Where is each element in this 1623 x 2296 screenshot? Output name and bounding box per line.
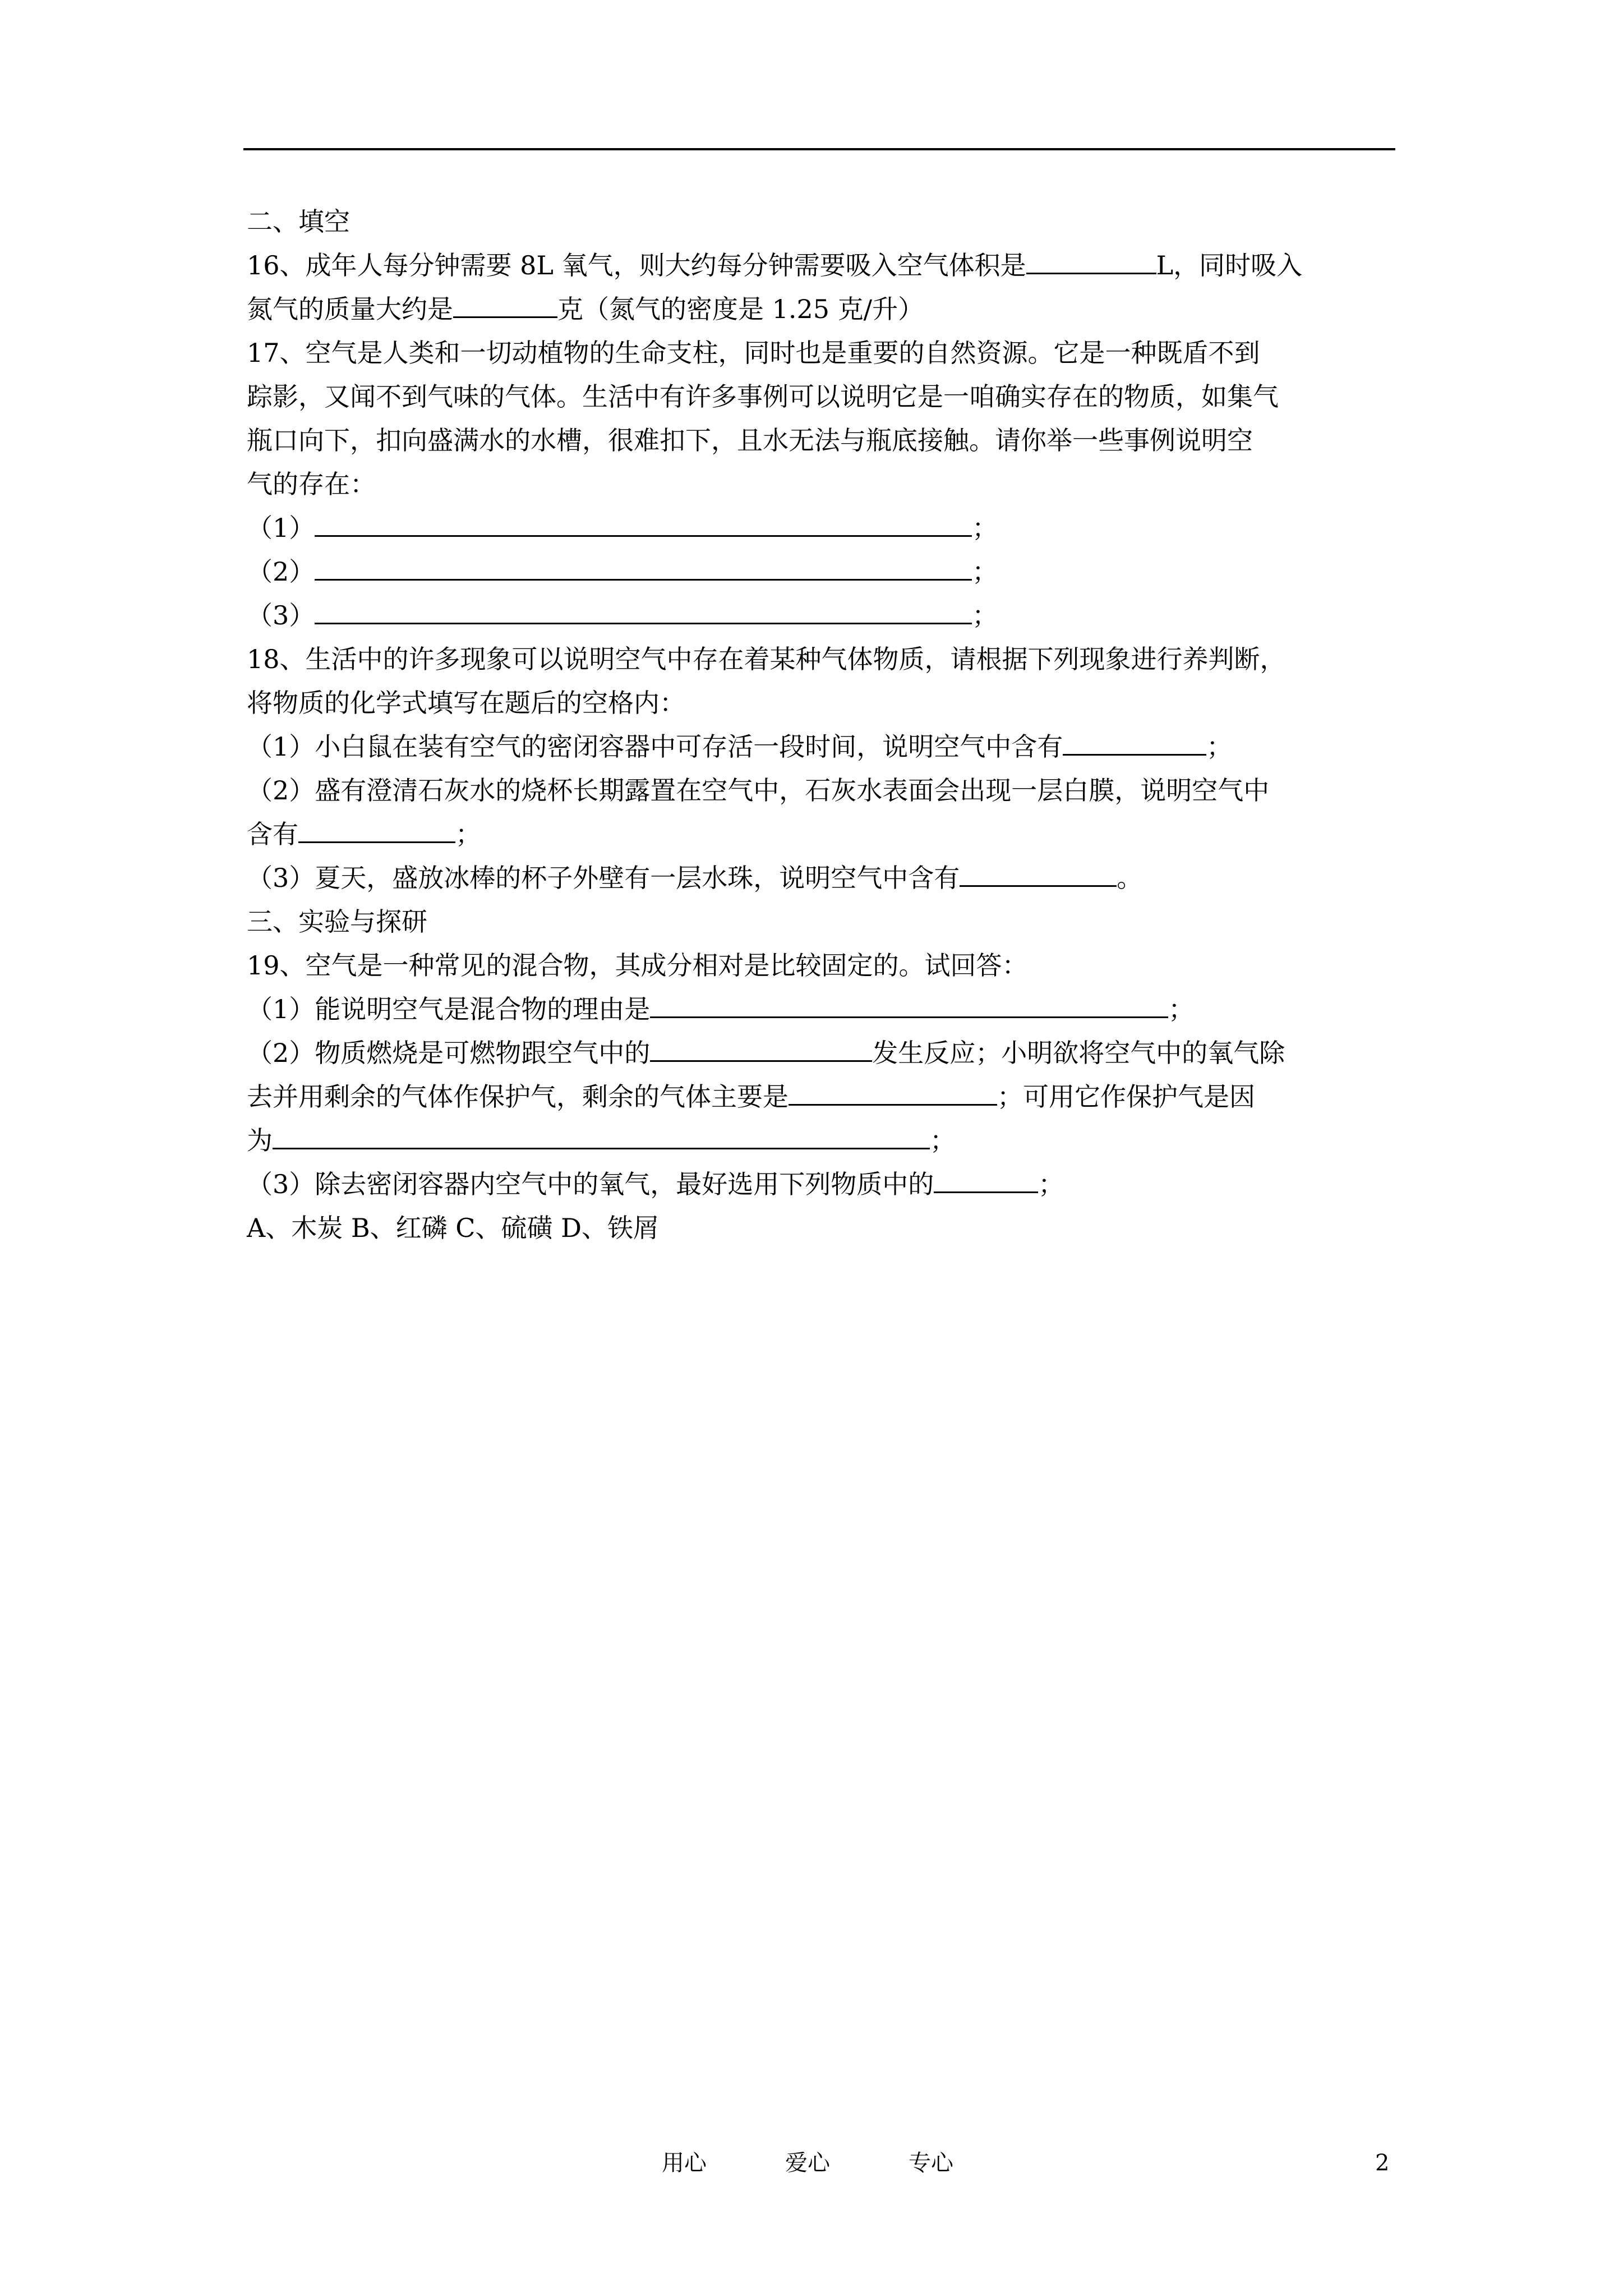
q19-item-2-line-1: （2）物质燃烧是可燃物跟空气中的 发生反应；小明欲将空气中的氧气除 [247,1031,1394,1075]
q19-item-1: （1）能说明空气是混合物的理由是 ； [247,987,1394,1031]
section-title-experiment: 三、实验与探研 [247,907,427,937]
question-16-line-1: 16、成年人每分钟需要 8L 氧气，则大约每分钟需要吸入空气体积是 L，同时吸入 [247,243,1394,287]
q16-nitrogen-mass-blank[interactable] [453,287,557,318]
q18-oxygen-blank[interactable] [1063,725,1206,756]
worksheet-body [247,200,1394,1250]
q17-example-1-blank[interactable] [315,506,972,537]
q17-example-2: （2） ； [247,550,1394,593]
section-title-fill-in: 二、填空 [247,206,350,237]
footer-motto-3: 专心 [909,2150,953,2176]
q16-air-volume-blank[interactable] [1026,243,1156,274]
question-18-line-1: 18、生活中的许多现象可以说明空气中存在着某种气体物质，请根据下列现象进行养判断， [247,644,1286,674]
q18-item-2-line-1: （2）盛有澄清石灰水的烧杯长期露置在空气中，石灰水表面会出现一层白膜，说明空气中 [247,775,1270,806]
q19-protective-gas-reason-blank[interactable] [273,1119,930,1149]
q17-example-3-blank[interactable] [315,593,972,624]
header-rule [243,148,1395,150]
q19-item-3: （3）除去密闭容器内空气中的氧气，最好选用下列物质中的 ； [247,1162,1394,1206]
q17-example-1: （1） ； [247,506,1394,550]
q18-water-vapor-blank[interactable] [960,856,1117,887]
footer-motto-2: 爱心 [785,2150,830,2176]
q19-remaining-gas-blank[interactable] [789,1075,997,1106]
q18-item-3: （3）夏天，盛放冰棒的杯子外壁有一层水珠，说明空气中含有 。 [247,856,1394,900]
q17-example-2-blank[interactable] [315,550,972,581]
q18-item-1: （1）小白鼠在装有空气的密闭容器中可存活一段时间，说明空气中含有 ； [247,725,1394,769]
q17-example-3: （3） ； [247,593,1394,637]
q18-item-2-line-2: 含有 ； [247,812,1394,856]
q18-carbon-dioxide-blank[interactable] [298,812,455,843]
question-18-line-2: 将物质的化学式填写在题后的空格内： [247,688,685,718]
footer-mottos [662,2146,953,2180]
question-17-line-3: 瓶口向下，扣向盛满水的水槽，很难扣下，且水无法与瓶底接触。请你举一些事例说明空 [247,425,1253,455]
footer-motto-1: 用心 [662,2150,707,2176]
question-16-line-2: 氮气的质量大约是 克（氮气的密度是 1.25 克/升） [247,287,1394,331]
q19-mixture-reason-blank[interactable] [650,987,1168,1018]
q19-reactant-gas-blank[interactable] [650,1031,872,1062]
q19-item-2-line-2: 去并用剩余的气体作保护气，剩余的气体主要是 ；可用它作保护气是因 [247,1075,1394,1119]
question-17-line-1: 17、空气是人类和一切动植物的生命支柱，同时也是重要的自然资源。它是一种既盾不到 [247,338,1260,368]
question-19-line-1: 19、空气是一种常见的混合物，其成分相对是比较固定的。试回答： [247,950,1028,981]
page-number: 2 [1375,2150,1390,2176]
q19-options: A、木炭 B、红磷 C、硫磺 D、铁屑 [247,1213,659,1243]
question-17-line-4: 气的存在： [247,469,376,499]
question-17-line-2: 踪影，又闻不到气味的气体。生活中有许多事例可以说明它是一咱确实存在的物质，如集气 [247,381,1279,412]
q19-item-2-line-3: 为 ； [247,1119,1394,1162]
q19-substance-choice-blank[interactable] [934,1162,1038,1193]
